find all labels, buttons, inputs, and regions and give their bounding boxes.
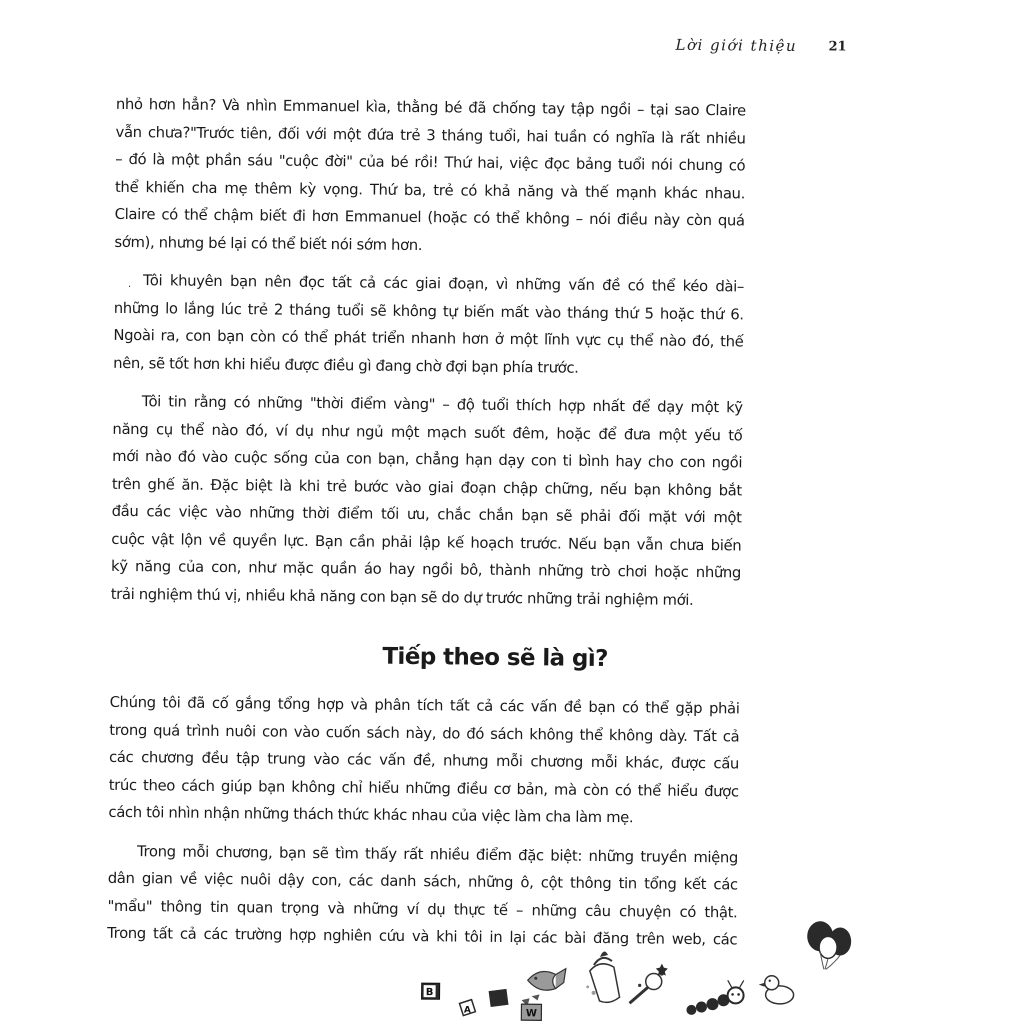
block-letter-w: W [525, 1008, 537, 1020]
text-line: kỹ năng của con, như mặc quần áo hay ngồi bô, thành những trò chơi hoặc những [110, 557, 742, 582]
caterpillar-icon [686, 980, 743, 1016]
baby-toys-decoration [409, 899, 870, 1024]
text-line: những lo lắng lúc trẻ 2 tháng tuổi sẽ không tự biến mất vào tháng thứ 5 hoặc thứ 6. [113, 299, 744, 323]
balloons-icon [807, 921, 852, 969]
running-title: Lời giới thiệu [675, 35, 798, 55]
paragraph-3 [111, 388, 743, 615]
duck-icon [759, 976, 794, 1004]
text-line: đầu các việc vào những thời điểm tối ưu, chắc chắn bạn sẽ phải đối mặt với một [111, 502, 742, 527]
text-line: Chúng tôi đã cố gắng tổng hợp và phân tích tất cả các vấn đề bạn có thể gặp phải [109, 693, 740, 718]
text-line: Trong mỗi chương, bạn sẽ tìm thấy rất nhiều điểm đặc biệt: những truyền miệng [136, 842, 739, 866]
text-line: Ngoài ra, con bạn còn có thể phát triển nhanh hơn ở một lĩnh vực cụ thể nào đó, thế [113, 326, 744, 351]
text-line: nên, sẽ tốt hơn khi hiểu được điều gì đang chờ đợi bạn phía trước. [113, 354, 579, 377]
paragraph-1 [114, 91, 746, 263]
text-line: sớm), nhưng bé lại có thể biết nói sớm hơn. [114, 233, 423, 254]
paragraph-2 [113, 267, 744, 384]
section-heading: Tiếp theo sẽ là gì? [382, 643, 608, 673]
text-line: trải nghiệm thú vị, nhiều khả năng con bạn sẽ do dự trước những trải nghiệm mới. [110, 585, 694, 609]
text-line: vẫn chưa?"Trước tiên, đối với một đứa trẻ 3 tháng tuổi, hai tuần có nghĩa là rất nhiều [115, 123, 746, 147]
text-line: Tôi tin rằng có những "thời điểm vàng" – độ tuổi thích hợp nhất để dạy một kỹ [141, 393, 743, 417]
block-letter-a: A [463, 1005, 471, 1016]
text-line: các chương đều tập trung vào các vấn đề, nhưng mỗi chương mỗi khác, được cấu [108, 748, 740, 773]
page-number: 21 [828, 39, 847, 55]
paragraph-4 [108, 689, 739, 833]
text-line: dân gian về việc nuôi dậy con, các danh sách, những ô, cột thông tin tổng kết các [107, 869, 738, 894]
text-line: Trong tất cả các trường hợp nghiên cứu và khi tôi in lại các bài đăng trên web, các [107, 924, 738, 949]
text-line: trên ghế ăn. Đặc biệt là khi trẻ bước vào giai đoạn chập chững, nếu bạn không bắt [111, 475, 742, 499]
block-letter-b: B [425, 987, 434, 999]
text-line: thể khiến cha mẹ thêm kỳ vọng. Thứ ba, trẻ có khả năng và thế mạnh khác nhau. [114, 178, 746, 202]
text-line: Claire có thể chậm biết đi hơn Emmanuel (hoặc có thể không – nói điều này còn quá [114, 205, 745, 230]
text-line: nhỏ hơn hẳn? Và nhìn Emmanuel kìa, thằng bé đã chống tay tập ngồi – tại sao Claire [115, 95, 746, 120]
text-line: năng cụ thể nào đó, ví dụ như ngủ một mạch suốt đêm, hoặc để đưa một yếu tố [112, 420, 743, 444]
top-text-block [111, 91, 746, 615]
text-line: trúc theo cách giúp bạn không chỉ hiểu những điều cơ bản, mà còn có thể hiểu được [108, 776, 739, 800]
rattle-icon [630, 963, 668, 1003]
text-line: cuộc vật lộn về quyền lực. Bạn cần phải lập kế hoạch trước. Nếu bạn vẫn chưa biến [111, 530, 742, 554]
text-line: mới nào đó vào cuộc sống của con bạn, chẳng hạn dạy con ti bình hay cho con ngồi [112, 447, 743, 472]
stray-print-mark: . [127, 278, 132, 291]
text-line: cách tôi nhìn nhận những thách thức khác nhau của việc làm cha làm mẹ. [108, 803, 634, 827]
text-line: "mẩu" thông tin quan trọng và những ví dụ thực tế – những câu chuyện có thật. [107, 897, 738, 921]
baby-bottle-icon [586, 951, 620, 1002]
text-line: trong quá trình nuôi con vào cuốn sách này, do đó sách không thể không dày. Tất cả [109, 721, 740, 745]
text-line: – đó là một phần sáu "cuộc đời" của bé rồi! Thứ hai, việc đọc bảng tuổi nói chung có [115, 150, 746, 175]
fish-icon [521, 968, 565, 1006]
text-line: Tôi khuyên bạn nên đọc tất cả các giai đoạn, vì những vấn đề có thể kéo dài– [142, 272, 745, 296]
